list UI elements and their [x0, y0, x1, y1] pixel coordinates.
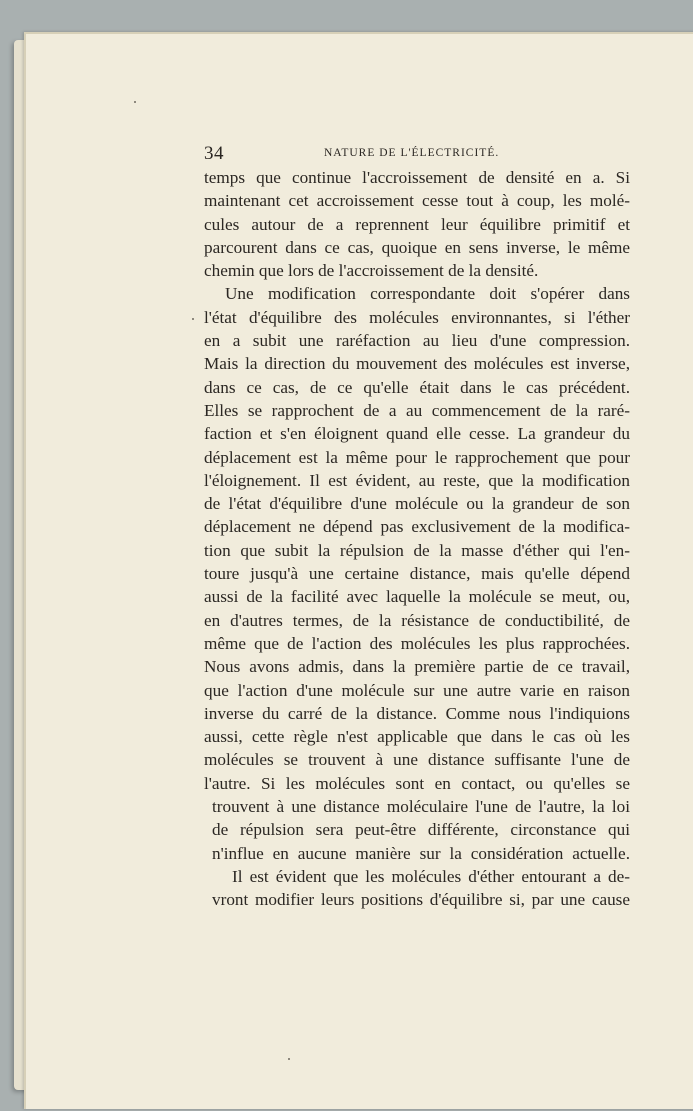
- text-line: aussi de la facilité avec laquelle la molécule se meut, ou,: [204, 587, 630, 607]
- text-line: de l'état d'équilibre d'une molécule ou la grandeur de son: [204, 494, 630, 514]
- text-line: de répulsion sera peut-être différente, circonstance qui: [212, 820, 630, 840]
- text-line: déplacement ne dépend pas exclusivement de la modifica-: [204, 517, 630, 537]
- text-line: dans ce cas, de ce qu'elle était dans le cas précédent.: [204, 377, 630, 397]
- text-line: temps que continue l'accroissement de densité en a. Si: [204, 168, 630, 187]
- paragraph-start-line: Une modification correspondante doit s'opérer dans: [225, 284, 630, 304]
- text-line: maintenant cet accroissement cesse tout à coup, les molé-: [204, 191, 630, 211]
- page-header: [204, 143, 630, 167]
- running-title: NATURE DE L'ÉLECTRICITÉ.: [324, 147, 500, 159]
- text-line: cules autour de a reprennent leur équilibre primitif et: [204, 214, 630, 234]
- text-line: aussi, cette règle n'est applicable que dans le cas où les: [204, 727, 630, 747]
- text-line: en d'autres termes, de la résistance de conductibilité, de: [204, 610, 630, 630]
- text-line: Nous avons admis, dans la première partie de ce travail,: [204, 657, 630, 677]
- text-line: l'éloignement. Il est évident, au reste, que la modification: [204, 470, 630, 490]
- paper-speck: [288, 1058, 290, 1060]
- paper-speck: [134, 101, 136, 103]
- text-line: déplacement est la même pour le rapprochement que pour: [204, 447, 630, 467]
- text-line: chemin que lors de l'accroissement de la densité.: [204, 261, 539, 281]
- paper-speck: [192, 318, 194, 320]
- text-line: faction et s'en éloignent quand elle cesse. La grandeur du: [204, 424, 630, 444]
- text-line: l'état d'équilibre des molécules environnantes, si l'éther: [204, 307, 630, 327]
- text-line: en a subit une raréfaction au lieu d'une compression.: [204, 331, 630, 351]
- text-line: que l'action d'une molécule sur une autre varie en raison: [204, 680, 630, 700]
- text-line: inverse du carré de la distance. Comme nous l'indiquions: [204, 703, 630, 723]
- text-line: l'autre. Si les molécules sont en contact, ou qu'elles se: [204, 773, 630, 793]
- text-line: vront modifier leurs positions d'équilibre si, par une cause: [212, 890, 630, 910]
- paragraph-start-line: Il est évident que les molécules d'éther entourant a de-: [232, 866, 630, 886]
- text-line: molécules se trouvent à une distance suffisante l'une de: [204, 750, 630, 770]
- text-line: Mais la direction du mouvement des molécules est inverse,: [204, 354, 630, 374]
- text-line: Elles se rapprochent de a au commencement de la raré-: [204, 400, 630, 420]
- body-text: [204, 166, 630, 912]
- text-line: même que de l'action des molécules les plus rapprochées.: [204, 633, 630, 653]
- page-number: 34: [204, 143, 224, 164]
- text-line: tion que subit la répulsion de la masse d'éther qui l'en-: [204, 540, 630, 560]
- text-line: trouvent à une distance moléculaire l'une de l'autre, la loi: [212, 797, 630, 817]
- text-line: parcourent dans ce cas, quoique en sens inverse, le même: [204, 237, 630, 257]
- text-line: toure jusqu'à une certaine distance, mais qu'elle dépend: [204, 564, 630, 584]
- text-line: n'influe en aucune manière sur la considération actuelle.: [212, 843, 630, 863]
